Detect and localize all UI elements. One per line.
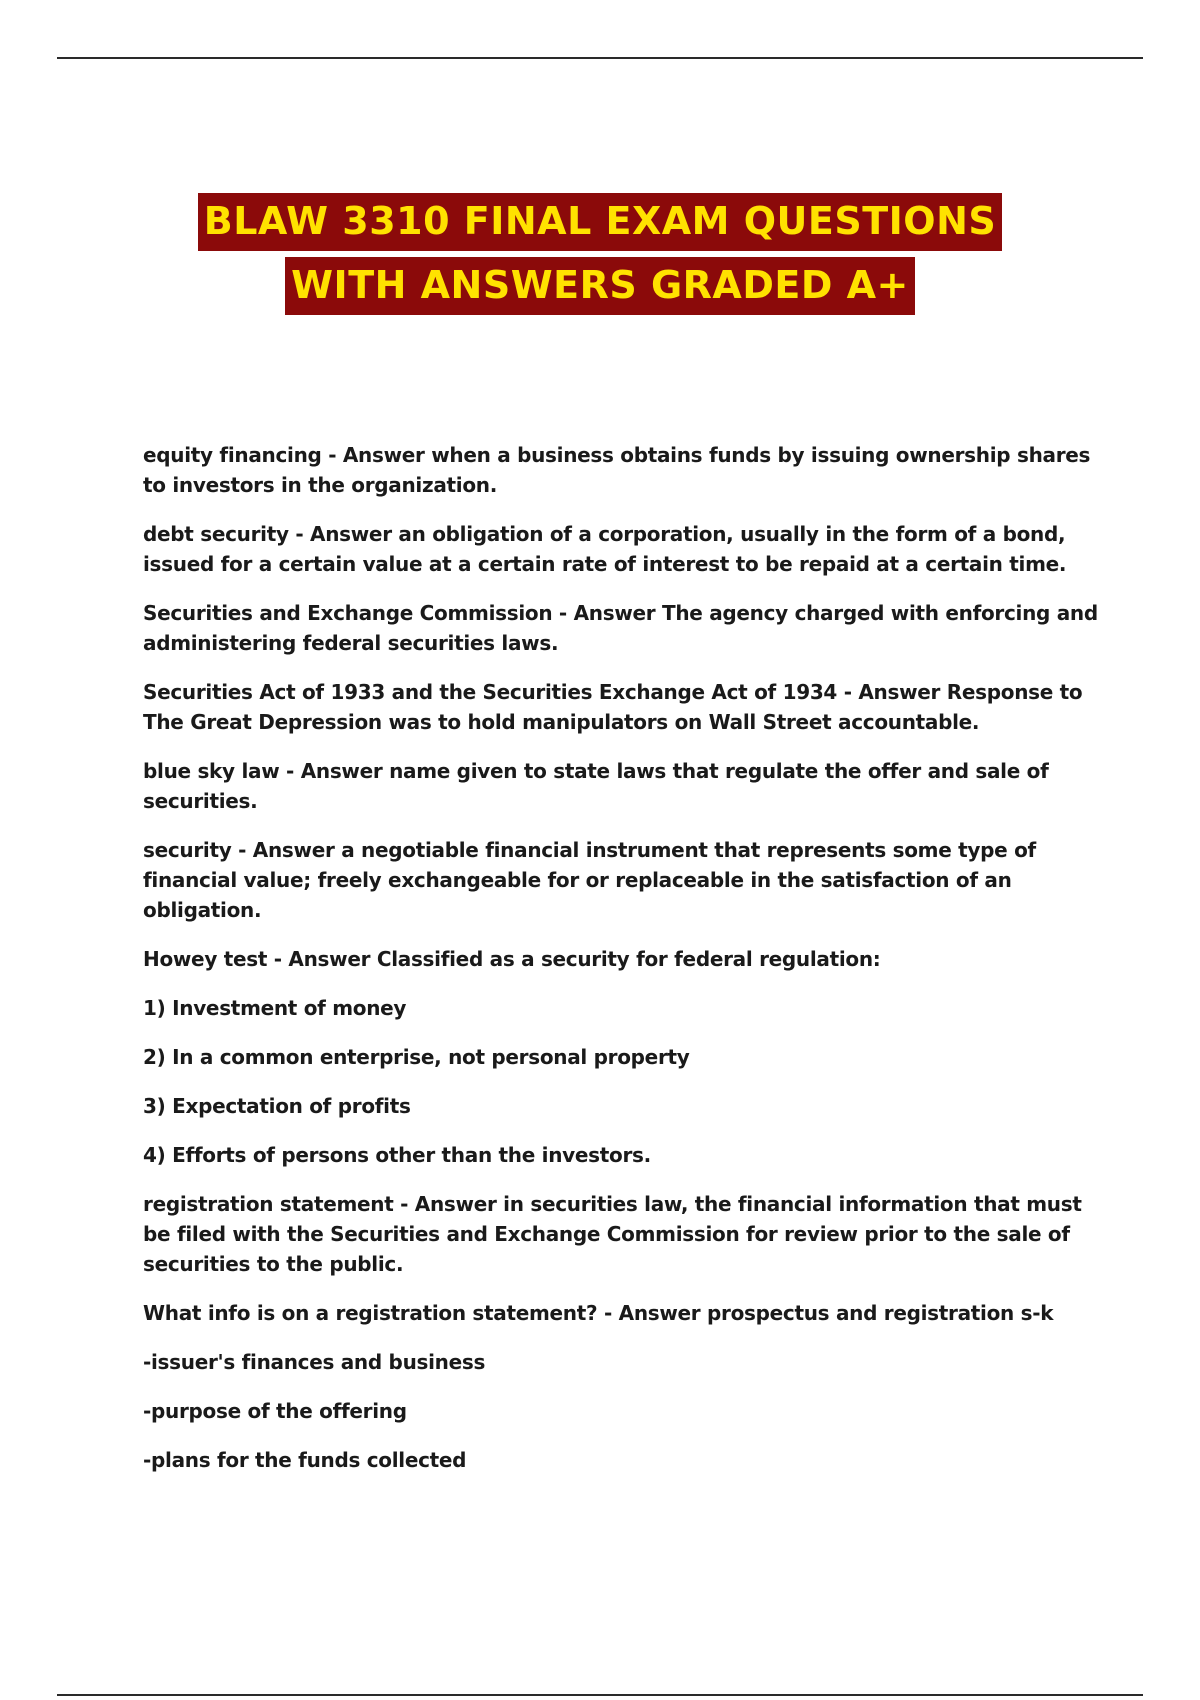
- title-line-1: BLAW 3310 FINAL EXAM QUESTIONS: [198, 193, 1003, 251]
- registration-info-item-3: -plans for the funds collected: [143, 1448, 467, 1472]
- entry-security: security - Answer a negotiable financial instrument that represents some type of financial value; freely exchangeable for or replaceable in the satisfaction of an obligation.: [143, 838, 1036, 922]
- registration-info-item-2: -purpose of the offering: [143, 1399, 407, 1423]
- document-title: [0, 193, 1200, 321]
- bottom-rule: [57, 1694, 1143, 1696]
- entry-securities-acts: Securities Act of 1933 and the Securities Exchange Act of 1934 - Answer Response to The Great Depression was to hold manipulators on Wall Street accountable.: [143, 680, 1083, 734]
- howey-item-2: 2) In a common enterprise, not personal property: [143, 1045, 690, 1069]
- title-line-2: WITH ANSWERS GRADED A+: [285, 257, 915, 315]
- howey-item-3: 3) Expectation of profits: [143, 1094, 411, 1118]
- entry-blue-sky-law: blue sky law - Answer name given to state laws that regulate the offer and sale of securities.: [143, 759, 1049, 813]
- entry-registration-info: What info is on a registration statement? - Answer prospectus and registration s-k: [143, 1301, 1054, 1325]
- entry-debt-security: debt security - Answer an obligation of a corporation, usually in the form of a bond, issued for a certain value at a certain rate of interest to be repaid at a certain time.: [143, 522, 1067, 576]
- qa-list: [143, 440, 1103, 1494]
- howey-item-1: 1) Investment of money: [143, 996, 407, 1020]
- entry-registration-statement: registration statement - Answer in securities law, the financial information that must be filed with the Securities and Exchange Commission for review prior to the sale of securities to the public.: [143, 1192, 1082, 1276]
- entry-sec: Securities and Exchange Commission - Answer The agency charged with enforcing and administering federal securities laws.: [143, 601, 1098, 655]
- howey-item-4: 4) Efforts of persons other than the investors.: [143, 1143, 651, 1167]
- top-rule: [57, 57, 1143, 59]
- entry-howey-test: Howey test - Answer Classified as a security for federal regulation:: [143, 947, 881, 971]
- registration-info-item-1: -issuer's finances and business: [143, 1350, 486, 1374]
- entry-equity-financing: equity financing - Answer when a business obtains funds by issuing ownership shares to investors in the organization.: [143, 443, 1091, 497]
